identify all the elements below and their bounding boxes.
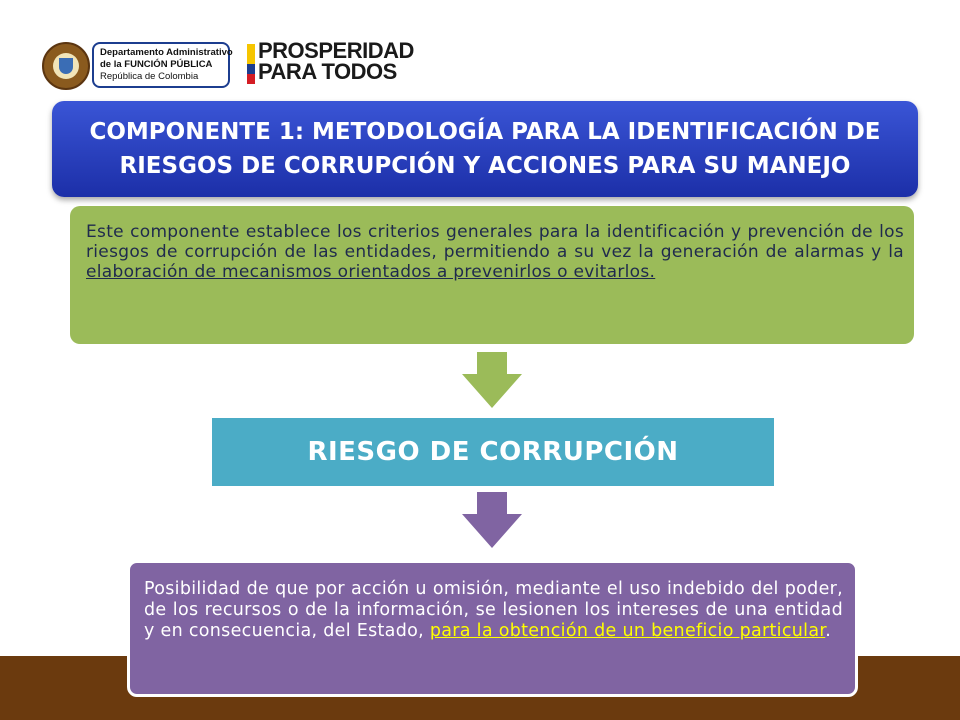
definition-end: .: [825, 621, 832, 641]
description-text: Este componente establece los criterios generales para la identificación y prevención de los riesgos de corrupción de las entidades, permitiendo a su vez la generación de alarmas y la: [86, 222, 904, 262]
colombia-seal-icon: [42, 42, 90, 90]
colombia-flag-icon: [247, 44, 255, 84]
dafp-line-2: de la FUNCIÓN PÚBLICA: [100, 59, 213, 70]
risk-label: RIESGO DE CORRUPCIÓN: [307, 437, 679, 467]
dafp-line-3: República de Colombia: [100, 71, 199, 82]
title-line-1: COMPONENTE 1: METODOLOGÍA PARA LA IDENTIFICACIÓN DE: [89, 119, 881, 145]
page-title: [89, 115, 880, 183]
down-arrow-icon: [462, 352, 522, 408]
definition-highlight: para la obtención de un beneficio particular: [429, 621, 826, 641]
down-arrow-icon-2: [462, 492, 522, 548]
risk-label-box: [212, 418, 774, 486]
risk-definition-box: [127, 560, 858, 697]
dafp-line-1: Departamento Administrativo: [100, 47, 233, 58]
title-banner: [52, 101, 918, 197]
dafp-logo: [92, 42, 233, 88]
description-underlined: elaboración de mecanismos orientados a prevenirlos o evitarlos.: [86, 262, 656, 282]
component-description: [86, 222, 904, 282]
risk-definition: [144, 579, 843, 642]
prosperidad-logo: [258, 40, 414, 82]
title-line-2: RIESGOS DE CORRUPCIÓN Y ACCIONES PARA SU MANEJO: [119, 153, 851, 179]
prosperidad-line-2: PARA TODOS: [258, 59, 397, 84]
prosperidad-line-1: PROSPERIDAD: [258, 38, 414, 63]
definition-text: Posibilidad de que por acción u omisión, mediante el uso indebido del poder, de los recursos o de la información, se lesionen los intereses de una entidad y en consecuencia, del Estado,: [144, 579, 843, 641]
component-description-box: [70, 206, 914, 344]
